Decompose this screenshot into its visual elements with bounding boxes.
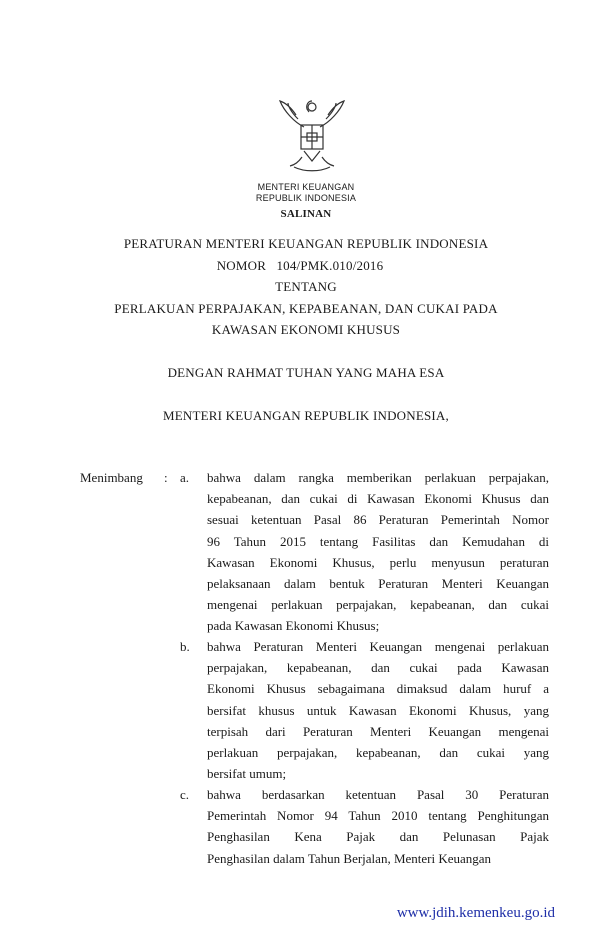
about-label: TENTANG [275, 279, 337, 294]
number-label: NOMOR [216, 258, 267, 273]
ministry-line-2: REPUBLIK INDONESIA [255, 193, 357, 203]
ministry-line-1: MENTERI KEUANGAN [257, 182, 355, 192]
regulation-title: PERATURAN MENTERI KEUANGAN REPUBLIK INDONESIA [123, 236, 489, 251]
regulation-number [0, 258, 606, 274]
copy-label: SALINAN [280, 208, 332, 220]
item-text-line: perlakuan perpajakan, kepabeanan, dan cukai yang [207, 745, 549, 760]
item-text-line: Kawasan Ekonomi Khusus, perlu menyusun peraturan [207, 554, 549, 570]
number-value: 104/PMK.010/2016 [276, 258, 384, 273]
subject-line-2: KAWASAN EKONOMI KHUSUS [211, 322, 401, 337]
subject-line-1: PERLAKUAN PERPAJAKAN, KEPABEANAN, DAN CUKAI PADA [114, 301, 498, 316]
item-text-line: bahwa dalam rangka memberikan perlakuan perpajakan, [207, 470, 549, 485]
considering-label: Menimbang [80, 470, 143, 485]
item-text-line: terpisah dari Peraturan Menteri Keuangan mengenai [207, 723, 549, 739]
item-text-line: Pemerintah Nomor 94 Tahun 2010 tentang Penghitungan [207, 808, 549, 824]
item-text-line: bersifat khusus untuk Kawasan Ekonomi Khusus, yang [207, 702, 549, 718]
item-text-line: Penghasilan Kena Pajak dan Pelunasan Pajak [207, 829, 549, 845]
item-text-line: Ekonomi Khusus sebagaimana dimaksud dalam huruf a [207, 681, 549, 697]
item-text-line: mengenai perlakuan perpajakan, kepabeanan, dan cukai [207, 597, 549, 613]
item-text-line: bahwa berdasarkan ketentuan Pasal 30 Peraturan [207, 787, 549, 802]
item-text-line: 96 Tahun 2015 tentang Fasilitas dan Kemudahan di [207, 533, 549, 549]
item-text-line: pada Kawasan Ekonomi Khusus; [207, 618, 380, 634]
item-marker: b. [180, 639, 190, 654]
item-text-line: bersifat umum; [207, 766, 287, 782]
item-text-line: kepabeanan, dan cukai di Kawasan Ekonomi Khusus dan [207, 491, 549, 507]
item-text-line: bahwa Peraturan Menteri Keuangan mengenai perlakuan [207, 639, 549, 654]
item-marker: c. [180, 787, 190, 802]
item-marker: a. [180, 470, 190, 485]
item-text-line: sesuai ketentuan Pasal 86 Peraturan Pemerintah Nomor [207, 512, 549, 528]
blessing: DENGAN RAHMAT TUHAN YANG MAHA ESA [167, 365, 445, 380]
considering-colon: : [164, 470, 168, 485]
item-text-line: perpajakan, kepabeanan, dan cukai pada Kawasan [207, 660, 549, 676]
garuda-emblem-icon [274, 97, 350, 175]
issuer: MENTERI KEUANGAN REPUBLIK INDONESIA, [163, 408, 449, 423]
website-link[interactable]: www.jdih.kemenkeu.go.id [396, 905, 555, 921]
item-text-line: Penghasilan dalam Tahun Berjalan, Menteri Keuangan [207, 850, 492, 866]
item-text-line: pelaksanaan dalam bentuk Peraturan Menteri Keuangan [207, 576, 549, 591]
